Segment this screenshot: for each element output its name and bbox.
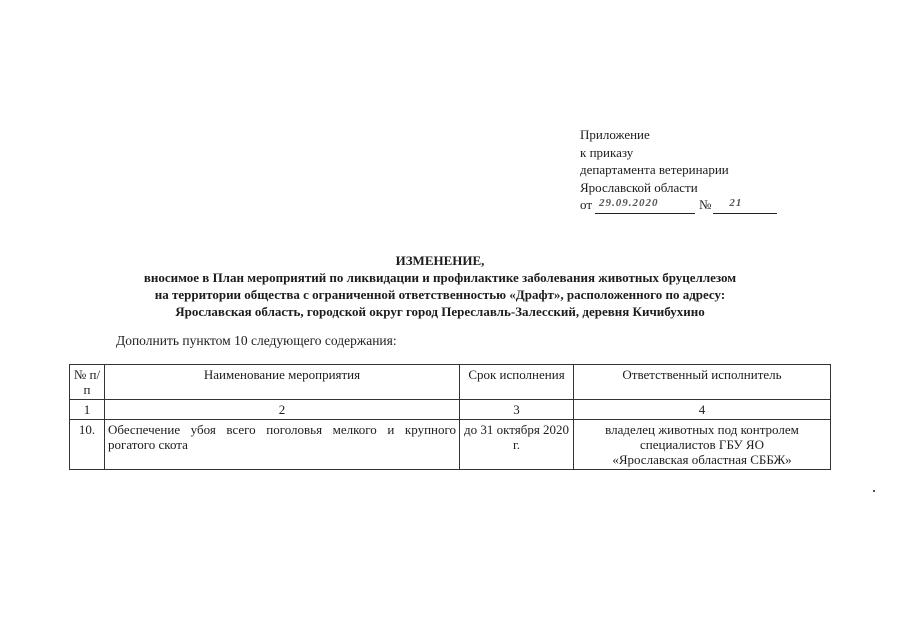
date-handwritten: 29.09.2020 xyxy=(599,197,659,209)
row-num: 10. xyxy=(70,420,105,470)
appendix-line-4: Ярославской области xyxy=(580,179,698,195)
appendix-line-2: к приказу xyxy=(580,144,634,160)
date-field xyxy=(595,197,695,214)
row-term: до 31 октября 2020 г. xyxy=(460,420,574,470)
number-field xyxy=(713,197,777,214)
executor-line-3: «Ярославская областная СББЖ» xyxy=(612,452,792,467)
appendix-line-1: Приложение xyxy=(580,127,650,142)
date-prefix: от xyxy=(580,197,593,212)
scan-speck xyxy=(873,490,875,492)
header-executor: Ответственный исполнитель xyxy=(574,365,831,400)
executor-line-2: специалистов ГБУ ЯО xyxy=(640,437,764,452)
index-cell: 4 xyxy=(574,400,831,420)
executor-line-1: владелец животных под контролем xyxy=(605,422,799,437)
number-handwritten: 21 xyxy=(729,197,743,209)
index-cell: 3 xyxy=(460,400,574,420)
number-prefix: № xyxy=(699,197,712,212)
appendix-block xyxy=(580,126,777,214)
index-cell: 1 xyxy=(70,400,105,420)
header-term: Срок исполнения xyxy=(460,365,574,400)
title-line-1: вносимое в План мероприятий по ликвидации и профилактике заболевания животных бруцеллезом xyxy=(143,270,737,285)
header-name: Наименование мероприятия xyxy=(105,365,460,400)
header-num: № п/п xyxy=(70,365,105,400)
intro-text: Дополнить пунктом 10 следующего содержания: xyxy=(116,333,397,348)
row-name: Обеспечение убоя всего поголовья мелкого и крупного рогатого скота xyxy=(105,420,460,470)
index-cell: 2 xyxy=(105,400,460,420)
appendix-date-line xyxy=(580,196,777,214)
title-heading: ИЗМЕНЕНИЕ, xyxy=(395,253,485,268)
title-line-3: Ярославская область, городской округ город Переславль-Залесский, деревня Кичибухино xyxy=(175,304,705,319)
document-title xyxy=(60,252,820,320)
table-index-row xyxy=(70,400,831,420)
appendix-line-3: департамента ветеринарии xyxy=(580,162,729,177)
plan-table xyxy=(69,364,831,470)
table-header-row xyxy=(70,365,831,400)
row-executor xyxy=(574,420,831,470)
table-row xyxy=(70,420,831,470)
title-line-2: на территории общества с ограниченной ответственностью «Драфт», расположенного по адресу: xyxy=(154,287,726,302)
